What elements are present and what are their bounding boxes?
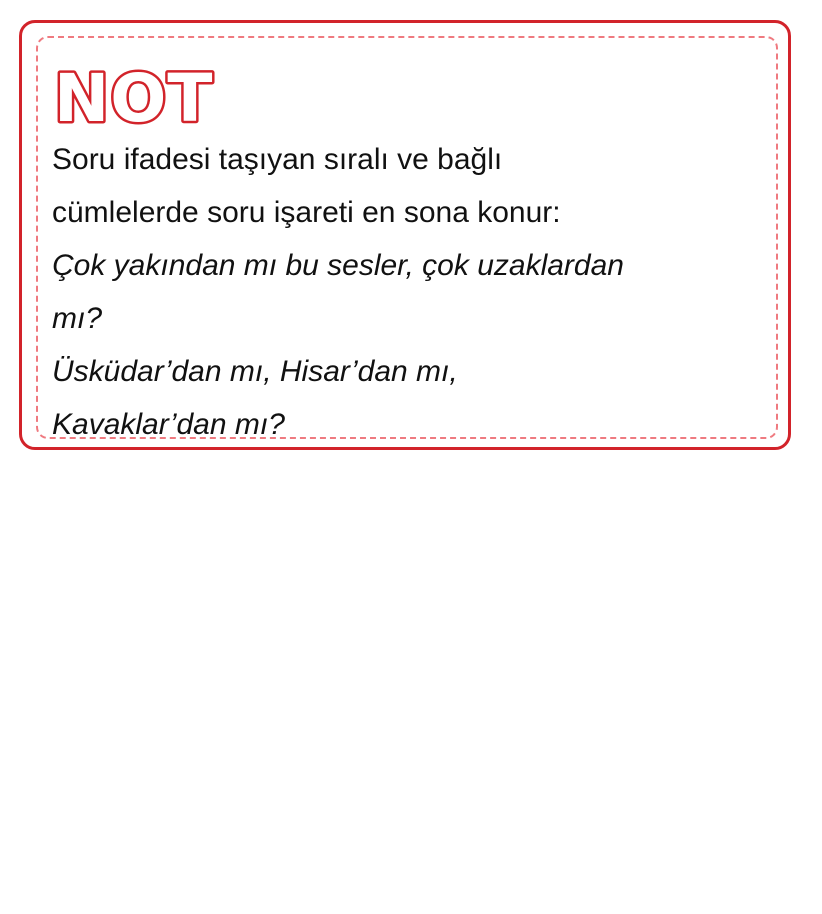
rule-line-1: Soru ifadesi taşıyan sıralı ve bağlı (52, 143, 503, 176)
example-line-3: Üsküdar’dan mı, Hisar’dan mı, (52, 355, 458, 388)
example-line-2: mı? (52, 302, 103, 335)
note-title (52, 53, 252, 133)
svg-text:NOT: NOT (54, 60, 214, 133)
rule-line-2: cümlelerde soru işareti en sona konur: (52, 196, 561, 229)
note-card (19, 20, 791, 450)
note-body (52, 133, 772, 451)
example-line-4: Kavaklar’dan mı? (52, 408, 285, 441)
example-line-1: Çok yakından mı bu sesler, çok uzaklardan (52, 249, 624, 282)
